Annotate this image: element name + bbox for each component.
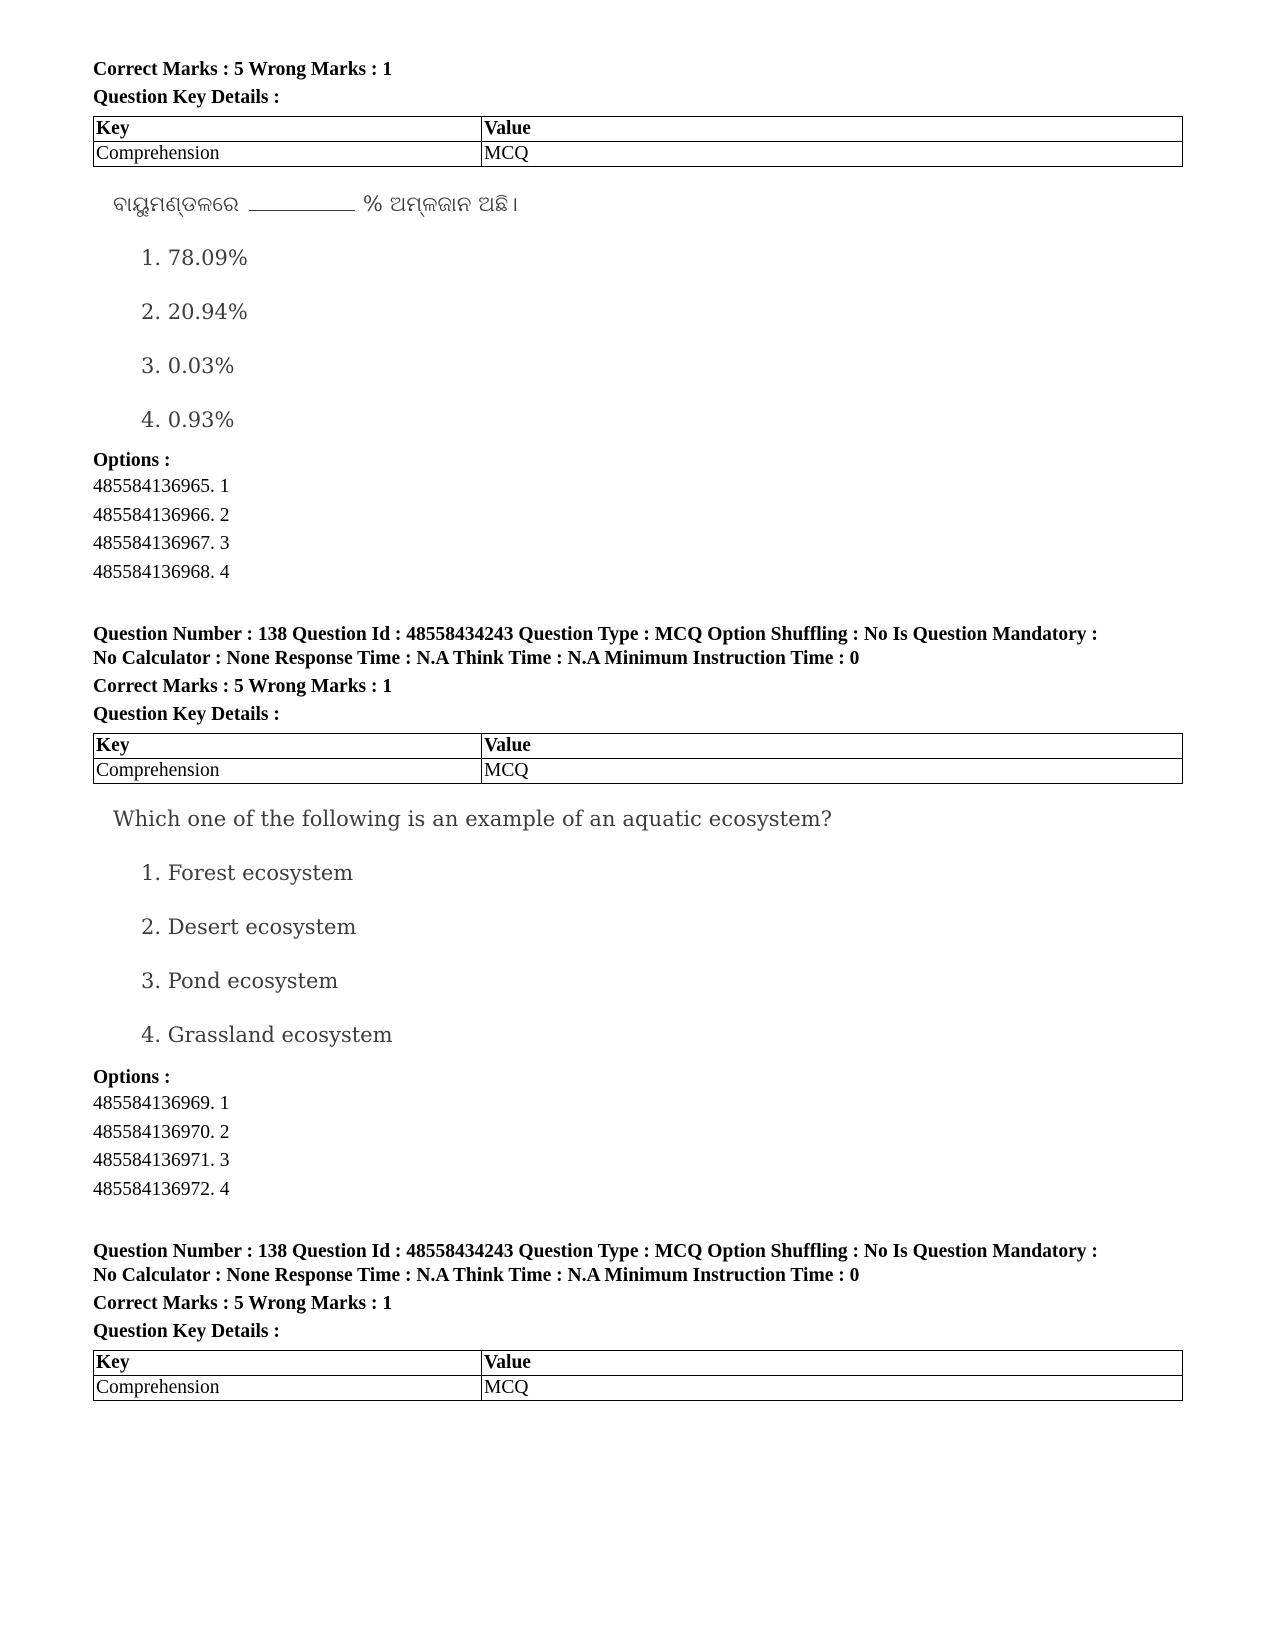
table-cell-value: MCQ xyxy=(482,759,1183,784)
key-details-label: Question Key Details : xyxy=(93,87,280,108)
question-text xyxy=(113,189,1183,219)
table-header-row xyxy=(94,117,1183,142)
choice-item: 3. 0.03% xyxy=(141,354,235,378)
question-header-line: No Calculator : None Response Time : N.A Think Time : N.A Minimum Instruction Time : 0 xyxy=(93,648,860,669)
option-id-line: 485584136966. 2 xyxy=(93,504,230,526)
options-label: Options : xyxy=(93,1067,171,1088)
choice-item: 1. Forest ecosystem xyxy=(141,861,354,885)
table-cell-key: Comprehension xyxy=(94,759,482,784)
choice-item: 4. 0.93% xyxy=(141,408,235,432)
option-id-line: 485584136971. 3 xyxy=(93,1150,230,1171)
choice-item: 2. Desert ecosystem xyxy=(141,915,357,939)
options-label: Options : xyxy=(93,450,171,471)
question-text: Which one of the following is an example of an aquatic ecosystem? xyxy=(113,807,833,831)
table-header-row xyxy=(94,1351,1183,1376)
table-row xyxy=(94,759,1183,784)
table-cell-key: Comprehension xyxy=(94,1376,482,1401)
key-details-table xyxy=(93,116,1183,167)
key-details-table xyxy=(93,733,1183,784)
option-id-line: 485584136967. 3 xyxy=(93,533,230,554)
table-header-key: Key xyxy=(94,117,482,142)
choice-item: 1. 78.09% xyxy=(141,246,248,270)
table-header-value: Value xyxy=(482,734,1183,759)
table-cell-key: Comprehension xyxy=(94,142,482,167)
question-image xyxy=(93,804,1183,1050)
table-header-key: Key xyxy=(94,734,482,759)
table-row xyxy=(94,1376,1183,1401)
option-id-line: 485584136965. 1 xyxy=(93,476,230,497)
option-id-line: 485584136969. 1 xyxy=(93,1093,230,1114)
table-row xyxy=(94,142,1183,167)
table-header-key: Key xyxy=(94,1351,482,1376)
table-header-row xyxy=(94,734,1183,759)
table-header-value: Value xyxy=(482,117,1183,142)
question-text-part1: ବାୟୁମଣ୍ଡଳରେ xyxy=(113,192,239,216)
marks-line: Correct Marks : 5 Wrong Marks : 1 xyxy=(93,676,393,697)
key-details-label: Question Key Details : xyxy=(93,704,280,725)
option-id-line: 485584136970. 2 xyxy=(93,1121,230,1143)
table-cell-value: MCQ xyxy=(482,1376,1183,1401)
question-image xyxy=(93,189,1183,435)
key-details-label: Question Key Details : xyxy=(93,1321,280,1342)
choice-item: 4. Grassland ecosystem xyxy=(141,1023,393,1047)
marks-line: Correct Marks : 5 Wrong Marks : 1 xyxy=(93,59,393,80)
question-header-line: No Calculator : None Response Time : N.A Think Time : N.A Minimum Instruction Time : 0 xyxy=(93,1265,860,1286)
fill-in-blank xyxy=(249,192,355,211)
question-header-line: Question Number : 138 Question Id : 48558434243 Question Type : MCQ Option Shuffling : No Is Question Mandatory : xyxy=(93,624,1098,645)
marks-line: Correct Marks : 5 Wrong Marks : 1 xyxy=(93,1293,393,1314)
table-cell-value: MCQ xyxy=(482,142,1183,167)
option-id-line: 485584136972. 4 xyxy=(93,1178,230,1200)
option-id-line: 485584136968. 4 xyxy=(93,561,230,583)
question-header-line: Question Number : 138 Question Id : 48558434243 Question Type : MCQ Option Shuffling : No Is Question Mandatory : xyxy=(93,1241,1098,1262)
choice-item: 3. Pond ecosystem xyxy=(141,969,339,993)
table-header-value: Value xyxy=(482,1351,1183,1376)
document-page xyxy=(93,58,1183,1401)
key-details-table xyxy=(93,1350,1183,1401)
choice-item: 2. 20.94% xyxy=(141,300,248,324)
question-text-part2: % ଅମ୍ଳଜାନ ଅଛି। xyxy=(362,192,518,216)
